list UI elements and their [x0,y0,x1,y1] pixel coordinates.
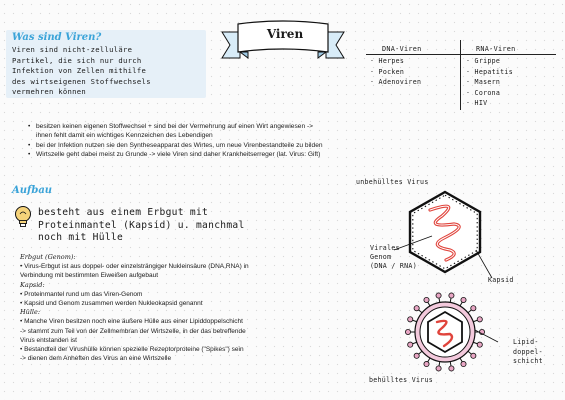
definition-line: Viren sind nicht-zelluläre [12,45,133,54]
summary-line: besteht aus einem Erbgut mit [38,207,209,218]
page-title: Viren [266,27,304,41]
section-title-aufbau: Aufbau [12,185,53,196]
structure-details [20,253,365,363]
detail-line: • Kapsid und Genom zusammen werden Nukleokapsid genannt [20,300,203,308]
list-item: · Grippe [466,57,501,65]
spike-head [408,317,413,322]
spike-head [477,342,482,347]
spike-head [477,317,482,322]
definition-line: vermehren können [12,87,87,97]
pointer-lipid [475,330,498,342]
banner-ribbon [218,18,348,64]
subheading-kapsid: Kapsid: [20,280,45,289]
dna-virus-list [370,56,421,88]
list-item: • besitzen keinen eigenen Stoffwechsel + sind bei der Vermehrung auf einen Wirt angewiesen -> [28,122,468,131]
label-capsid: Kapsid [488,276,514,284]
spike-head [424,297,429,302]
rna-virus-list [466,56,513,109]
list-item-continuation: ihnen fehlt damit ein wichtiges Kennzeichen des Lebendigen [36,132,213,140]
spike-head [436,366,441,371]
spike-head [449,366,454,371]
spike-head [408,342,413,347]
list-item: · Herpes [370,57,405,65]
spike-head [414,306,419,311]
label-unenveloped: unbehülltes Virus [356,178,429,186]
aufbau-summary [38,207,308,245]
spike-head [471,353,476,358]
summary-line: Proteinmantel (Kapsid) u. manchmal [38,219,245,231]
properties-list [28,122,468,159]
subheading-erbgut: Erbgut (Genom): [20,253,76,261]
list-item: • Wirtszelle geht dabei meist zu Grunde -> viele Viren sind daher Krankheitserreger (lat. Virus: Gift) [28,150,468,159]
subheading-huelle: Hülle: [20,308,41,317]
list-item: · Hepatitis [466,67,513,76]
spike-head [471,306,476,311]
spike-head [424,361,429,366]
definition-line: des wirtseigenen Stoffwechsels [12,76,151,86]
lightbulb-icon [14,205,32,229]
definition-line: Partikel, die sich nur durch [12,55,142,65]
detail-line: • Proteinmantel rund um das Viren-Genom [20,290,143,298]
detail-line: Verbindung mit bestimmten Eiweißen aufgebaut [20,272,159,280]
list-item: · Adenoviren [370,78,422,86]
detail-line: Virus entstanden ist [20,336,77,344]
list-item: • bei der Infektion nutzen sie den Syntheseapparat des Wirtes, um neue Virenbestandteile zu bilden [28,141,468,150]
list-item: · Pocken [370,67,405,76]
detail-line: • Bestandteil der Virushülle können spezielle Rezeptorproteine ("Spikes") sein [20,346,244,354]
list-item: · Masern [466,78,501,86]
spike-head [414,353,419,358]
detail-line: • Manche Viren besitzen noch eine äußere Hülle aus einer Lipiddoppelschicht [20,318,243,326]
spike-head [436,293,441,298]
detail-line: • Virus-Erbgut ist aus doppel- oder einzelsträngiger Nukleinsäure (DNA,RNA) in [20,263,249,271]
list-item: · Corona [466,88,501,97]
spike-head [461,361,466,366]
pointer-kapsid [476,250,492,278]
table-header-rna: RNA-Viren [476,45,516,53]
definition-line: Infektion von Zellen mithilfe [12,66,147,76]
label-enveloped: behülltes Virus [369,376,434,384]
detail-line: -> dienen dem Anheften des Virus an eine Wirtszelle [20,355,172,363]
table-divider-horizontal [366,54,556,55]
summary-line: noch mit Hülle [38,232,124,243]
unenveloped-virus [410,192,480,272]
definition-title: Was sind Viren? [12,32,102,43]
label-lipid-bilayer: Lipid- doppel- schicht [513,338,543,365]
table-divider-vertical [460,40,461,110]
label-genome: Virales Genom (DNA / RNA) [370,244,417,270]
table-header-dna: DNA-Viren [382,45,422,53]
spike-head [405,329,410,334]
list-item: · HIV [466,99,488,107]
spike-head [449,293,454,298]
enveloped-virus [405,293,484,371]
detail-line: -> stammt zum Teil von der Zellmembran der Wirtszelle, in der das betreffende [20,327,246,335]
definition-text [12,45,202,98]
spike-head [461,297,466,302]
